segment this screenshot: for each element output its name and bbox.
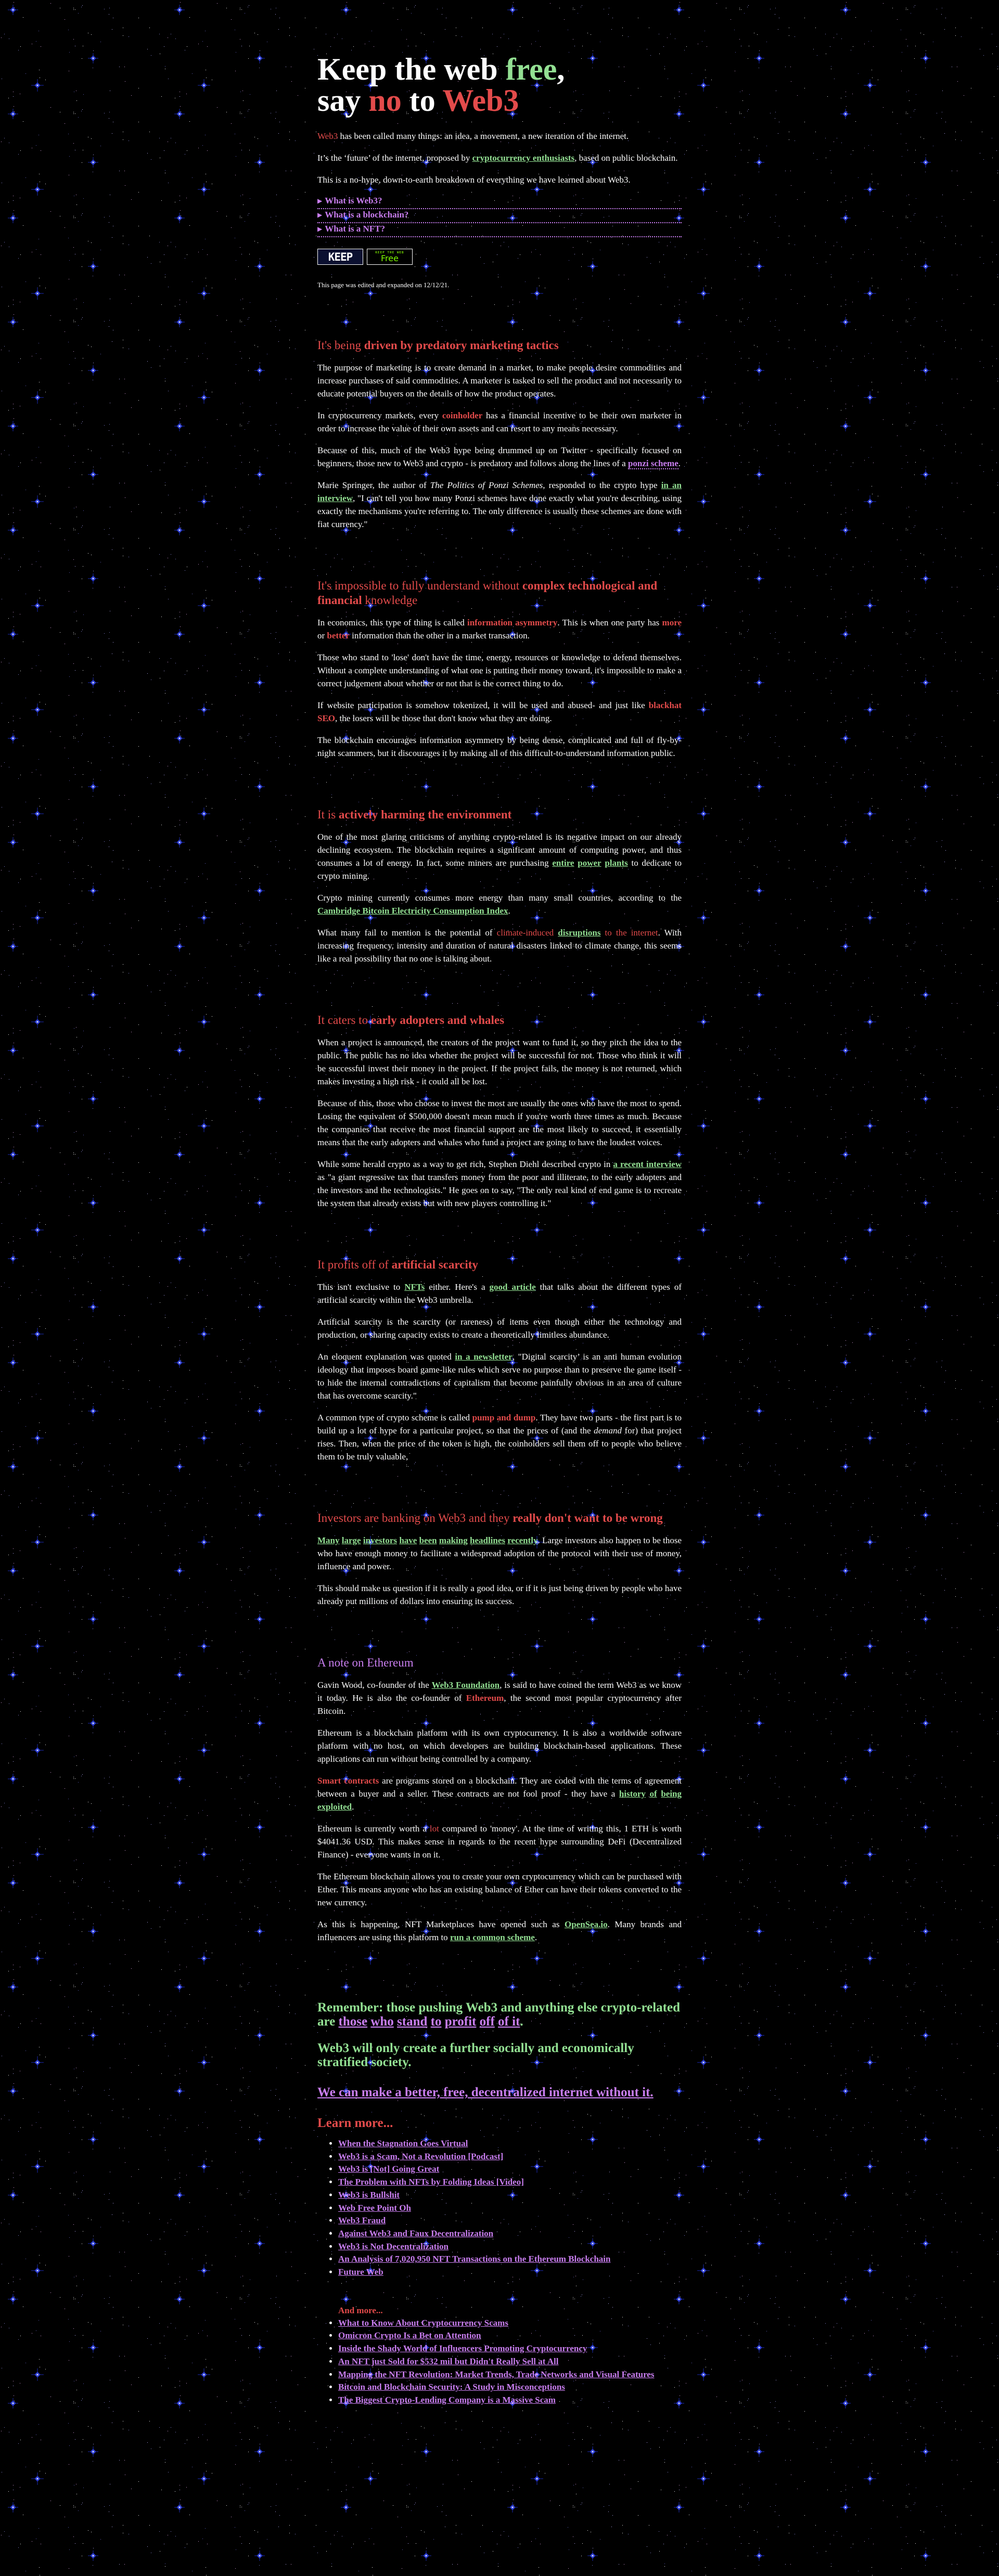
list-item bbox=[338, 2227, 682, 2240]
highlighted-text: It's being bbox=[317, 339, 364, 352]
section-heading bbox=[317, 1511, 682, 1526]
section-paragraph bbox=[317, 830, 682, 882]
text: , the second most popular cryptocurrency after Bitcoin. bbox=[317, 1693, 682, 1716]
article-section bbox=[317, 1511, 682, 1608]
text: Ethereum is currently worth a bbox=[317, 1824, 430, 1834]
list-item bbox=[338, 2202, 682, 2215]
text: Because of this, those who choose to invest the most are usually the ones who have the most to spend. Losing the equivalent of $500,000 doesn't mean much if you're worth three times as much. Because the companies that receive the most financial support are the most likely to succeed, it essentially means that the early adopters and whales who fund a project are going to have the loudest voices. bbox=[317, 1098, 682, 1147]
page-title-line-2 bbox=[317, 85, 682, 116]
section-paragraph bbox=[317, 479, 682, 531]
highlighted-text: Web3 bbox=[442, 83, 519, 118]
resource-link[interactable]: Web3 Fraud bbox=[338, 2215, 386, 2226]
section-heading bbox=[317, 808, 682, 822]
inline-link[interactable]: to bbox=[430, 2015, 442, 2029]
text: to dedicate to crypto mining. bbox=[317, 858, 682, 881]
faq-label: What is a NFT? bbox=[325, 224, 385, 234]
highlighted-text: It profits off of bbox=[317, 1258, 392, 1271]
list-item bbox=[338, 2355, 682, 2368]
highlighted-text: better bbox=[327, 631, 350, 640]
highlighted-text: free bbox=[505, 52, 557, 86]
text: Because of this, much of the Web3 hype being drummed up on Twitter - specifically focused on beginners, those new to Web3 and crypto - is predatory and follows along the lines of a bbox=[317, 445, 682, 468]
highlighted-text: more bbox=[662, 618, 682, 627]
section-paragraph bbox=[317, 1918, 682, 1944]
text: has been called many things: an idea, a movement, a new iteration of the internet. bbox=[338, 131, 629, 141]
intro-paragraph bbox=[317, 151, 682, 164]
section-paragraph bbox=[317, 1036, 682, 1088]
section-paragraph bbox=[317, 1411, 682, 1463]
text: It’s the ‘future’ of the internet, proposed by bbox=[317, 153, 472, 163]
list-item bbox=[338, 2214, 682, 2227]
text: that talks about the different types of artificial scarcity within the Web3 umbrella. bbox=[317, 1282, 682, 1305]
inline-link[interactable]: Many bbox=[317, 1535, 340, 1545]
inline-link[interactable]: cryptocurrency enthusiasts bbox=[472, 153, 575, 163]
highlighted-text: to the internet bbox=[600, 928, 658, 938]
highlighted-text: blackhat SEO bbox=[317, 700, 682, 723]
text: . Many brands and influencers are using this platform to bbox=[317, 1919, 682, 1942]
inline-link[interactable]: a recent interview bbox=[613, 1159, 682, 1169]
text: . bbox=[352, 1802, 354, 1812]
learn-more-list bbox=[317, 2137, 682, 2279]
section-heading bbox=[317, 579, 682, 608]
section-paragraph bbox=[317, 651, 682, 690]
badge-bottom-text: Free bbox=[381, 253, 399, 263]
faq-label: What is a blockchain? bbox=[325, 210, 409, 220]
inline-link[interactable]: entire bbox=[552, 858, 574, 868]
faq-what-is-blockchain[interactable] bbox=[317, 209, 682, 223]
text: for) that project rises. Then, when the price of the token is high, the coinholders sell them off to people who believe them to be truly valuable, bbox=[317, 1426, 682, 1462]
list-item bbox=[338, 2368, 682, 2381]
text: While some herald crypto as a way to get rich, Stephen Diehl described crypto in bbox=[317, 1159, 613, 1169]
section-paragraph bbox=[317, 1158, 682, 1210]
text: Those who stand to 'lose' don't have the time, energy, resources or knowledge to defend themselves. Without a complete understanding of what one is putting their money toward, it's impossible to make a correct judgement about whether or not that is the correct thing to do. bbox=[317, 652, 682, 688]
inline-link[interactable]: in a newsletter bbox=[455, 1352, 513, 1362]
article-section bbox=[317, 1013, 682, 1210]
text: to bbox=[401, 83, 443, 118]
section-paragraph bbox=[317, 1350, 682, 1402]
highlighted-text: Investors are banking on Web3 and they bbox=[317, 1511, 513, 1524]
inline-link[interactable]: Web3 Foundation bbox=[431, 1680, 500, 1690]
section-paragraph bbox=[317, 699, 682, 725]
text: as "a giant regressive tax that transfers money from the poor and illiterate, to the early adopters and the investors and the technologists." He goes on to say, "The only real kind of end game is to recreate the system that already exists but with new players controlling it." bbox=[317, 1172, 682, 1208]
text: . bbox=[678, 458, 681, 468]
inline-link[interactable]: making bbox=[439, 1535, 468, 1545]
inline-link[interactable]: recently bbox=[507, 1535, 538, 1545]
inline-link[interactable]: investors bbox=[363, 1535, 398, 1545]
text: When a project is announced, the creators of the project want to fund it, so they pitch the idea to the public. The public has no idea whether the project will be successful for not. Those who think it will be successful invest their money in the project. If the project fails, the money is not returned, which makes investing a high risk - it could all be lost. bbox=[317, 1037, 682, 1086]
section-paragraph bbox=[317, 1097, 682, 1149]
text: Ethereum is a blockchain platform with its own cryptocurrency. It is also a worldwide software platform with no host, on which developers are building blockchain-based applications. These applications can run without being controlled by a company. bbox=[317, 1728, 682, 1764]
highlighted-text: A note on Ethereum bbox=[317, 1656, 414, 1669]
text: The purpose of marketing is to create demand in a market, to make people desire commodities and increase purchases of said commodities. A marketer is tasked to sell the product and not necessarily to educate potential buyers on the details of how the product operates. bbox=[317, 363, 682, 399]
triangle-right-icon: ▶ bbox=[317, 197, 323, 204]
text: or bbox=[317, 631, 327, 640]
text: . They have two parts - the first part is to build up a lot of hype for a particular project, so that the prices of (and the bbox=[317, 1413, 682, 1436]
list-item bbox=[338, 2266, 682, 2279]
text: are programs stored on a blockchain. They are coded with the terms of agreement between a buyer and a seller. These contracts are not fool proof - they have a bbox=[317, 1776, 682, 1799]
badges bbox=[317, 249, 682, 265]
section-paragraph bbox=[317, 616, 682, 642]
list-item bbox=[338, 2150, 682, 2163]
resource-link[interactable]: Bitcoin and Blockchain Security: A Study in Misconceptions bbox=[338, 2382, 565, 2392]
highlighted-text: pump and dump bbox=[472, 1413, 536, 1422]
page-title-line-1 bbox=[317, 54, 682, 85]
inline-link[interactable]: power bbox=[578, 858, 601, 868]
article-section bbox=[317, 338, 682, 531]
resource-link[interactable]: Inside the Shady World of Influencers Promoting Cryptocurrency bbox=[338, 2343, 587, 2354]
list-item bbox=[338, 2329, 682, 2342]
highlighted-text: Smart contracts bbox=[317, 1776, 379, 1786]
resource-link[interactable]: Mapping the NFT Revolution: Market Trends, Trade Networks and Visual Features bbox=[338, 2369, 655, 2379]
faq-list bbox=[317, 195, 682, 237]
inline-link[interactable]: of bbox=[649, 1789, 657, 1799]
page-content bbox=[317, 0, 682, 2407]
text: . bbox=[534, 1932, 537, 1942]
faq-what-is-web3[interactable] bbox=[317, 195, 682, 209]
text: What many fail to mention is the potential of bbox=[317, 928, 497, 938]
triangle-right-icon: ▶ bbox=[317, 225, 323, 233]
article-sections bbox=[317, 338, 682, 1944]
text: In economics, this type of thing is called bbox=[317, 618, 467, 627]
text: This is a no-hype, down-to-earth breakdown of everything we have learned about Web3. bbox=[317, 175, 631, 185]
highlighted-text: knowledge bbox=[362, 594, 418, 607]
text: This isn't exclusive to bbox=[317, 1282, 405, 1292]
section-paragraph bbox=[317, 1678, 682, 1718]
highlighted-text: complex technological and financial bbox=[317, 579, 658, 607]
learn-more-heading: Learn more... bbox=[317, 2116, 393, 2130]
article-section bbox=[317, 1656, 682, 1944]
inline-link[interactable]: headlines bbox=[469, 1535, 506, 1545]
list-item bbox=[338, 2176, 682, 2189]
text: , "I can't tell you how many Ponzi schemes have done exactly what you're describing, using exactly the mechanisms you're referring to. The only difference is usually these schemes are done with fiat currency." bbox=[317, 493, 682, 529]
keep-the-web-free-badge[interactable] bbox=[367, 249, 413, 265]
section-heading bbox=[317, 338, 682, 353]
highlighted-text: actively harming the environment bbox=[338, 808, 512, 821]
section-paragraph bbox=[317, 926, 682, 965]
triangle-right-icon: ▶ bbox=[317, 211, 323, 219]
inline-link[interactable]: profit bbox=[444, 2015, 477, 2029]
section-paragraph bbox=[317, 734, 682, 760]
more-links-list bbox=[317, 2317, 682, 2407]
resource-link[interactable]: An Analysis of 7,020,950 NFT Transactions on the Ethereum Blockchain bbox=[338, 2254, 611, 2264]
stratified-statement: Web3 will only create a further socially and economically stratified society. bbox=[317, 2041, 634, 2069]
list-item bbox=[338, 2240, 682, 2253]
highlighted-text: driven by predatory marketing tactics bbox=[364, 339, 559, 352]
text: . With increasing frequency, intensity and duration of natural disasters linked to climate change, this seems like a real possibility that no one is talking about. bbox=[317, 928, 682, 964]
intro-paragraph bbox=[317, 130, 682, 143]
inline-link[interactable]: off bbox=[479, 2015, 495, 2029]
resource-link[interactable]: Future Web bbox=[338, 2267, 383, 2277]
text: Gavin Wood, co-founder of the bbox=[317, 1680, 432, 1690]
badge-top-text: KEEP THE WEB bbox=[375, 251, 404, 254]
list-item bbox=[338, 2342, 682, 2355]
list-item bbox=[338, 2137, 682, 2150]
text: , the losers will be those that don't know what they are doing. bbox=[335, 713, 552, 723]
text: Remember: those pushing Web3 and anything else crypto-related are bbox=[317, 2001, 680, 2029]
text: Artificial scarcity is the scarcity (or rareness) of items even though either the technology and production, or sharing capacity exists to create a theoretically limitless abundance. bbox=[317, 1317, 682, 1340]
faq-summary[interactable] bbox=[317, 223, 682, 235]
article-section bbox=[317, 808, 682, 965]
text: . bbox=[508, 906, 510, 916]
resource-link[interactable]: The Problem with NFTs by Folding Ideas [Video] bbox=[338, 2177, 524, 2187]
highlighted-text: lot bbox=[429, 1824, 439, 1834]
resource-link[interactable]: Web3 is [Not] Going Great bbox=[338, 2164, 440, 2174]
text: say bbox=[317, 83, 369, 118]
inline-link[interactable]: Cambridge Bitcoin Electricity Consumption Index bbox=[317, 906, 508, 916]
text: Crypto mining currently consumes more energy than many small countries, according to the bbox=[317, 893, 682, 903]
text: This should make us question if it is really a good idea, or if it is just being driven by people who have already put millions of dollars into ensuring its success. bbox=[317, 1583, 682, 1606]
section-heading bbox=[317, 1013, 682, 1028]
text: If website participation is somehow tokenized, it will be used and abused- and just like bbox=[317, 700, 649, 710]
inline-link[interactable]: large bbox=[341, 1535, 361, 1545]
text: either. Here's a bbox=[425, 1282, 490, 1292]
highlighted-text: Ethereum bbox=[466, 1693, 504, 1703]
text: . bbox=[520, 2015, 523, 2029]
text: , is said to have coined the term Web3 as we know it today. He is also the co-founder of bbox=[317, 1680, 682, 1703]
resource-link[interactable]: Web Free Point Oh bbox=[338, 2202, 411, 2213]
inline-link[interactable]: ponzi scheme bbox=[627, 458, 678, 468]
highlighted-text: It caters to bbox=[317, 1014, 371, 1027]
highlighted-text: coinholder bbox=[442, 411, 483, 420]
resource-link[interactable]: The Biggest Crypto-Lending Company is a Massive Scam bbox=[338, 2394, 556, 2405]
keep-badge-text: KEEP bbox=[328, 250, 353, 263]
inline-link[interactable]: been bbox=[419, 1535, 437, 1545]
inline-link[interactable]: stand bbox=[397, 2015, 428, 2029]
list-item bbox=[338, 2317, 682, 2330]
list-item bbox=[338, 2189, 682, 2202]
inline-link[interactable]: of it bbox=[498, 2015, 520, 2029]
highlighted-text: artificial scarcity bbox=[391, 1258, 478, 1271]
highlighted-text: no bbox=[368, 83, 402, 118]
inline-link[interactable]: good article bbox=[489, 1282, 536, 1292]
text: , bbox=[557, 52, 565, 86]
faq-label: What is Web3? bbox=[325, 196, 382, 206]
inline-link[interactable]: have bbox=[399, 1535, 417, 1545]
text: , "Digital scarcity’ is an anti human evolution ideology that imposes board game-like rules which serve no purpose than to preserve the game itself - to hide the internal contradictions of capitalism that become painfully obvious in an area of culture that has overcome scarcity." bbox=[317, 1352, 682, 1401]
article-section bbox=[317, 579, 682, 760]
text: One of the most glaring criticisms of anything crypto-related is its negative impact on our already declining ecosystem. The blockchain requires a significant amount of computing power, and thus consumes a lot of energy. In fact, some miners are purchasing bbox=[317, 832, 682, 868]
inline-link[interactable]: NFTs bbox=[404, 1282, 425, 1292]
highlighted-text: It's impossible to fully understand without bbox=[317, 579, 522, 592]
highlighted-text: early adopters and whales bbox=[370, 1014, 505, 1027]
inline-link[interactable]: being exploited bbox=[317, 1789, 682, 1812]
resource-link[interactable]: Web3 is a Scam, Not a Revolution [Podcast] bbox=[338, 2151, 504, 2161]
resource-link[interactable]: Web3 is Not Decentralization bbox=[338, 2241, 449, 2251]
text bbox=[646, 1789, 650, 1799]
section-paragraph bbox=[317, 1280, 682, 1306]
section-paragraph bbox=[317, 1822, 682, 1861]
section-paragraph bbox=[317, 409, 682, 435]
and-more-heading: And more... bbox=[338, 2305, 383, 2315]
highlighted-text: It is bbox=[317, 808, 339, 821]
text: , based on public blockchain. bbox=[574, 153, 678, 163]
edited-note: This page was edited and expanded on 12/12/21. bbox=[317, 281, 450, 289]
list-item bbox=[338, 2253, 682, 2266]
section-paragraph bbox=[317, 361, 682, 400]
inline-link[interactable]: history bbox=[619, 1789, 646, 1799]
text: . Large investors also happen to be those who have enough money to facilitate a widespread adoption of the protocol with their use of money, influence and power. bbox=[317, 1535, 682, 1571]
text: information than the other in a market transaction. bbox=[349, 631, 530, 640]
section-paragraph bbox=[317, 1870, 682, 1909]
resource-link[interactable]: What to Know About Cryptocurrency Scams bbox=[338, 2317, 508, 2328]
inline-link[interactable]: in an interview bbox=[317, 480, 682, 503]
faq-summary[interactable] bbox=[317, 195, 682, 207]
resource-link[interactable]: An NFT just Sold for $532 mil but Didn't Really Sell at All bbox=[338, 2356, 559, 2366]
resource-link[interactable]: Against Web3 and Faux Decentralization bbox=[338, 2228, 494, 2238]
resource-link[interactable]: When the Stagnation Goes Virtual bbox=[338, 2138, 468, 2148]
inline-link[interactable]: plants bbox=[605, 858, 628, 868]
text: As this is happening, NFT Marketplaces have opened such as bbox=[317, 1919, 565, 1929]
inline-link[interactable]: who bbox=[370, 2015, 394, 2029]
section-paragraph bbox=[317, 891, 682, 917]
resource-link[interactable]: Web3 is Bullshit bbox=[338, 2189, 400, 2200]
section-heading bbox=[317, 1258, 682, 1272]
highlighted-text: climate-induced bbox=[496, 928, 558, 938]
inline-link[interactable]: those bbox=[338, 2015, 368, 2029]
text: compared to 'money'. At the time of writing this, 1 ETH is worth $4041.36 USD. This makes sense in regards to the recent hype surrounding DeFi (Decentralized Finance) - everyone wants in on it. bbox=[317, 1824, 682, 1860]
text: . This is when one party has bbox=[557, 618, 662, 627]
better-internet-link[interactable]: We can make a better, free, decentralized internet without it. bbox=[317, 2085, 654, 2099]
section-paragraph bbox=[317, 1726, 682, 1765]
section-heading bbox=[317, 1656, 682, 1670]
highlighted-text: The Politics of Ponzi Schemes bbox=[430, 480, 543, 490]
closing bbox=[317, 2001, 682, 2407]
resource-link[interactable]: Omicron Crypto Is a Bet on Attention bbox=[338, 2330, 481, 2341]
section-paragraph bbox=[317, 1582, 682, 1608]
text: has a financial incentive to be their own marketer in order to increase the value of their own assets and can resort to any means necessary. bbox=[317, 411, 682, 433]
text: Keep the web bbox=[317, 52, 506, 86]
inline-link[interactable]: OpenSea.io bbox=[564, 1919, 608, 1929]
section-paragraph bbox=[317, 1534, 682, 1573]
text: An eloquent explanation was quoted bbox=[317, 1352, 455, 1362]
highlighted-text: information asymmetry bbox=[467, 618, 558, 627]
faq-what-is-nft[interactable] bbox=[317, 223, 682, 237]
text: The blockchain encourages information asymmetry by being dense, complicated and full of fly-by-night scammers, but it discourages it by making all of this difficult-to-understand information public. bbox=[317, 735, 682, 758]
text: In cryptocurrency markets, every bbox=[317, 411, 442, 420]
inline-link[interactable]: disruptions bbox=[558, 928, 601, 938]
faq-summary[interactable] bbox=[317, 209, 682, 221]
inline-link[interactable]: run a common scheme bbox=[450, 1932, 535, 1942]
list-item bbox=[338, 2163, 682, 2176]
keep-badge[interactable] bbox=[317, 249, 363, 265]
section-paragraph bbox=[317, 1315, 682, 1341]
section-paragraph bbox=[317, 444, 682, 470]
list-item bbox=[338, 2381, 682, 2394]
text: The Ethereum blockchain allows you to create your own cryptocurrency which can be purchased with Ether. This means anyone who has an existing balance of Ether can have their tokens converted to the new currency. bbox=[317, 1872, 682, 1907]
highlighted-text: Web3 bbox=[317, 131, 338, 141]
text: Marie Springer, the author of bbox=[317, 480, 430, 490]
better-internet-statement bbox=[317, 2085, 682, 2099]
text: A common type of crypto scheme is called bbox=[317, 1413, 472, 1422]
intro-paragraph bbox=[317, 173, 682, 186]
list-item bbox=[338, 2394, 682, 2407]
highlighted-text: demand bbox=[594, 1426, 622, 1436]
text: , responded to the crypto hype bbox=[543, 480, 661, 490]
article-section bbox=[317, 1258, 682, 1463]
section-paragraph bbox=[317, 1774, 682, 1813]
remember-statement bbox=[317, 2001, 682, 2029]
highlighted-text: really don't want to be wrong bbox=[513, 1511, 663, 1524]
